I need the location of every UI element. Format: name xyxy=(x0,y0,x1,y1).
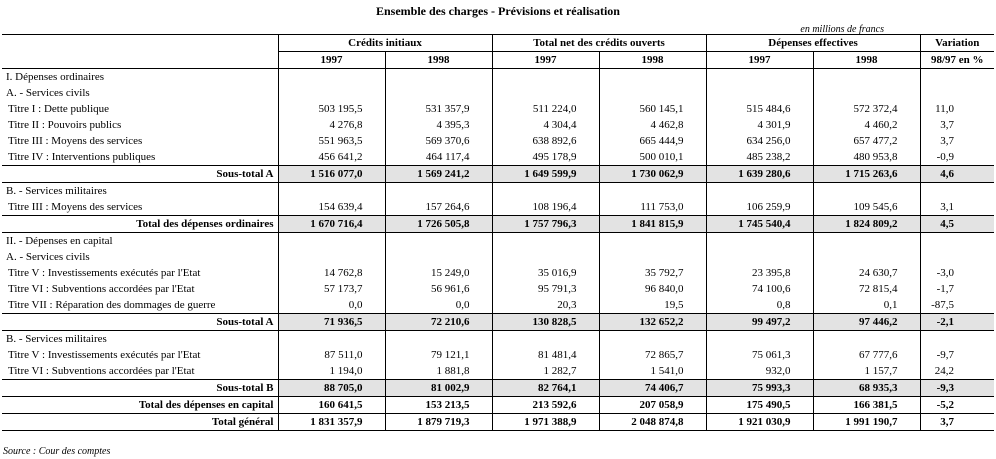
table-title: Ensemble des charges - Prévisions et réalisation xyxy=(376,4,620,18)
value-cell: 2 048 874,8 xyxy=(599,414,706,431)
value-cell: 569 370,6 xyxy=(385,133,492,149)
value-cell: 75 061,3 xyxy=(706,347,813,363)
value-cell: 572 372,4 xyxy=(813,101,920,117)
value-cell: 1 639 280,6 xyxy=(706,166,813,183)
value-cell: 82 764,1 xyxy=(492,380,599,397)
value-cell: 1 841 815,9 xyxy=(599,216,706,233)
row-label: Sous-total B xyxy=(2,380,278,397)
variation-cell: 3,7 xyxy=(940,135,954,147)
variation-cell: 3,1 xyxy=(940,201,954,213)
table-row xyxy=(2,199,994,216)
value-cell: 108 196,4 xyxy=(492,199,599,216)
value-cell: 638 892,6 xyxy=(492,133,599,149)
table-row xyxy=(2,233,994,250)
table-row xyxy=(2,314,994,331)
table-row xyxy=(2,347,994,363)
value-cell xyxy=(278,85,385,101)
value-cell xyxy=(599,249,706,265)
value-cell: 166 381,5 xyxy=(813,397,920,414)
value-cell: 106 259,9 xyxy=(706,199,813,216)
value-cell: 24 630,7 xyxy=(813,265,920,281)
value-cell xyxy=(813,233,920,250)
value-cell: 99 497,2 xyxy=(706,314,813,331)
value-cell: 1 879 719,3 xyxy=(385,414,492,431)
value-cell: 160 641,5 xyxy=(278,397,385,414)
variation-cell: 3,7 xyxy=(940,119,954,131)
value-cell: 14 762,8 xyxy=(278,265,385,281)
table-row xyxy=(2,414,994,431)
row-label: I. Dépenses ordinaires xyxy=(2,69,278,86)
value-cell: 74 406,7 xyxy=(599,380,706,397)
value-cell: 79 121,1 xyxy=(385,347,492,363)
variation-cell: -5,2 xyxy=(920,397,994,414)
header-total-net: Total net des crédits ouverts xyxy=(492,35,706,52)
value-cell: 1 730 062,9 xyxy=(599,166,706,183)
value-cell: 665 444,9 xyxy=(599,133,706,149)
variation-cell: -87,5 xyxy=(931,299,954,311)
value-cell: 4 460,2 xyxy=(813,117,920,133)
value-cell: 560 145,1 xyxy=(599,101,706,117)
row-label: Titre VI : Subventions accordées par l'Etat xyxy=(2,363,278,380)
value-cell: 154 639,4 xyxy=(278,199,385,216)
value-cell: 87 511,0 xyxy=(278,347,385,363)
value-cell: 1 541,0 xyxy=(599,363,706,380)
value-cell: 111 753,0 xyxy=(599,199,706,216)
table-row xyxy=(2,265,994,281)
value-cell: 657 477,2 xyxy=(813,133,920,149)
variation-cell: -0,9 xyxy=(936,151,954,163)
variation-cell: -9,3 xyxy=(920,380,994,397)
value-cell xyxy=(385,69,492,86)
value-cell: 71 936,5 xyxy=(278,314,385,331)
value-cell: 213 592,6 xyxy=(492,397,599,414)
value-cell: 95 791,3 xyxy=(492,281,599,297)
value-cell: 503 195,5 xyxy=(278,101,385,117)
table-row xyxy=(2,149,994,166)
value-cell: 81 481,4 xyxy=(492,347,599,363)
variation-cell xyxy=(920,249,994,265)
table-row xyxy=(2,166,994,183)
variation-cell xyxy=(920,85,994,101)
row-label: Titre II : Pouvoirs publics xyxy=(2,117,278,133)
value-cell: 511 224,0 xyxy=(492,101,599,117)
value-cell xyxy=(385,183,492,200)
value-cell: 23 395,8 xyxy=(706,265,813,281)
row-label: Titre V : Investissements exécutés par l'Etat xyxy=(2,347,278,363)
value-cell: 35 016,9 xyxy=(492,265,599,281)
table-row xyxy=(2,249,994,265)
table-row xyxy=(2,297,994,314)
variation-cell: -1,7 xyxy=(936,283,954,295)
value-cell xyxy=(813,69,920,86)
value-cell xyxy=(813,331,920,348)
variation-cell: 11,0 xyxy=(935,103,954,115)
value-cell xyxy=(599,69,706,86)
charges-table xyxy=(2,34,994,431)
value-cell: 4 462,8 xyxy=(599,117,706,133)
table-row xyxy=(2,117,994,133)
value-cell: 932,0 xyxy=(706,363,813,380)
value-cell: 1 824 809,2 xyxy=(813,216,920,233)
value-cell: 1 745 540,4 xyxy=(706,216,813,233)
value-cell: 485 238,2 xyxy=(706,149,813,166)
table-body xyxy=(2,69,994,431)
value-cell: 551 963,5 xyxy=(278,133,385,149)
value-cell xyxy=(492,249,599,265)
header-label-cell xyxy=(2,35,278,69)
value-cell xyxy=(385,85,492,101)
value-cell: 456 641,2 xyxy=(278,149,385,166)
value-cell: 515 484,6 xyxy=(706,101,813,117)
row-label: B. - Services militaires xyxy=(2,331,278,348)
value-cell xyxy=(599,331,706,348)
value-cell xyxy=(492,183,599,200)
value-cell: 1 831 357,9 xyxy=(278,414,385,431)
value-cell: 68 935,3 xyxy=(813,380,920,397)
value-cell xyxy=(599,233,706,250)
value-cell xyxy=(492,85,599,101)
value-cell: 130 828,5 xyxy=(492,314,599,331)
row-label: Sous-total A xyxy=(2,314,278,331)
value-cell: 35 792,7 xyxy=(599,265,706,281)
value-cell: 88 705,0 xyxy=(278,380,385,397)
table-row xyxy=(2,133,994,149)
value-cell: 0,8 xyxy=(706,297,813,314)
value-cell: 500 010,1 xyxy=(599,149,706,166)
row-label: Total des dépenses en capital xyxy=(2,397,278,414)
header-year: 1998 xyxy=(813,52,920,69)
value-cell xyxy=(492,331,599,348)
header-credits-initiaux: Crédits initiaux xyxy=(278,35,492,52)
row-label: Titre IV : Interventions publiques xyxy=(2,149,278,166)
value-cell: 634 256,0 xyxy=(706,133,813,149)
header-year: 1997 xyxy=(278,52,385,69)
value-cell: 1 569 241,2 xyxy=(385,166,492,183)
header-year: 1998 xyxy=(385,52,492,69)
value-cell: 464 117,4 xyxy=(385,149,492,166)
value-cell: 20,3 xyxy=(492,297,599,314)
table-row xyxy=(2,397,994,414)
table-row xyxy=(2,380,994,397)
value-cell: 75 993,3 xyxy=(706,380,813,397)
value-cell xyxy=(706,85,813,101)
row-label: Titre V : Investissements exécutés par l'Etat xyxy=(2,265,278,281)
value-cell xyxy=(813,249,920,265)
value-cell xyxy=(492,69,599,86)
value-cell: 1 157,7 xyxy=(813,363,920,380)
value-cell: 67 777,6 xyxy=(813,347,920,363)
value-cell xyxy=(278,249,385,265)
header-year: 1998 xyxy=(599,52,706,69)
value-cell xyxy=(278,183,385,200)
value-cell xyxy=(278,233,385,250)
value-cell: 72 865,7 xyxy=(599,347,706,363)
value-cell: 132 652,2 xyxy=(599,314,706,331)
value-cell: 72 210,6 xyxy=(385,314,492,331)
table-row xyxy=(2,331,994,348)
variation-cell: -9,7 xyxy=(936,349,954,361)
value-cell: 109 545,6 xyxy=(813,199,920,216)
source-note: Source : Cour des comptes xyxy=(3,446,111,457)
value-cell: 1 194,0 xyxy=(278,363,385,380)
value-cell xyxy=(706,183,813,200)
value-cell: 57 173,7 xyxy=(278,281,385,297)
value-cell: 96 840,0 xyxy=(599,281,706,297)
table-row xyxy=(2,363,994,380)
value-cell: 207 058,9 xyxy=(599,397,706,414)
value-cell: 1 516 077,0 xyxy=(278,166,385,183)
value-cell: 1 881,8 xyxy=(385,363,492,380)
value-cell: 1 715 263,6 xyxy=(813,166,920,183)
row-label: Titre III : Moyens des services xyxy=(2,133,278,149)
header-variation: Variation xyxy=(920,35,994,52)
table-row xyxy=(2,281,994,297)
variation-cell: 4,6 xyxy=(920,166,994,183)
value-cell: 1 921 030,9 xyxy=(706,414,813,431)
unit-note: en millions de francs xyxy=(800,24,884,35)
value-cell xyxy=(706,249,813,265)
variation-cell: 4,5 xyxy=(920,216,994,233)
row-label: Titre I : Dette publique xyxy=(2,101,278,117)
variation-cell: 24,2 xyxy=(934,365,954,377)
value-cell: 1 757 796,3 xyxy=(492,216,599,233)
header-year: 1997 xyxy=(706,52,813,69)
value-cell: 1 971 388,9 xyxy=(492,414,599,431)
value-cell: 0,0 xyxy=(385,297,492,314)
value-cell: 480 953,8 xyxy=(813,149,920,166)
table-row xyxy=(2,85,994,101)
row-label: Titre VI : Subventions accordées par l'Etat xyxy=(2,281,278,297)
value-cell: 19,5 xyxy=(599,297,706,314)
variation-cell xyxy=(920,183,994,200)
value-cell: 531 357,9 xyxy=(385,101,492,117)
value-cell xyxy=(385,249,492,265)
value-cell: 74 100,6 xyxy=(706,281,813,297)
value-cell: 81 002,9 xyxy=(385,380,492,397)
value-cell: 0,1 xyxy=(813,297,920,314)
value-cell xyxy=(278,69,385,86)
value-cell xyxy=(706,69,813,86)
header-year: 1997 xyxy=(492,52,599,69)
row-label: A. - Services civils xyxy=(2,85,278,101)
variation-cell xyxy=(920,69,994,86)
row-label: A. - Services civils xyxy=(2,249,278,265)
value-cell xyxy=(599,85,706,101)
value-cell: 157 264,6 xyxy=(385,199,492,216)
value-cell: 1 670 716,4 xyxy=(278,216,385,233)
value-cell: 175 490,5 xyxy=(706,397,813,414)
value-cell: 56 961,6 xyxy=(385,281,492,297)
row-label: II. - Dépenses en capital xyxy=(2,233,278,250)
table-row xyxy=(2,216,994,233)
value-cell: 153 213,5 xyxy=(385,397,492,414)
table-row xyxy=(2,101,994,117)
table-row xyxy=(2,183,994,200)
variation-cell: -2,1 xyxy=(920,314,994,331)
header-depenses: Dépenses effectives xyxy=(706,35,920,52)
value-cell xyxy=(706,233,813,250)
header-variation-unit: 98/97 en % xyxy=(920,52,994,69)
value-cell xyxy=(492,233,599,250)
value-cell: 4 276,8 xyxy=(278,117,385,133)
value-cell xyxy=(813,183,920,200)
value-cell: 1 991 190,7 xyxy=(813,414,920,431)
value-cell xyxy=(706,331,813,348)
value-cell: 1 726 505,8 xyxy=(385,216,492,233)
value-cell: 97 446,2 xyxy=(813,314,920,331)
value-cell xyxy=(385,233,492,250)
row-label: Sous-total A xyxy=(2,166,278,183)
value-cell: 1 282,7 xyxy=(492,363,599,380)
variation-cell: -3,0 xyxy=(936,267,954,279)
value-cell: 4 301,9 xyxy=(706,117,813,133)
value-cell xyxy=(599,183,706,200)
value-cell: 1 649 599,9 xyxy=(492,166,599,183)
row-label: Total général xyxy=(2,414,278,431)
value-cell xyxy=(813,85,920,101)
value-cell: 72 815,4 xyxy=(813,281,920,297)
value-cell xyxy=(278,331,385,348)
row-label: Titre III : Moyens des services xyxy=(2,199,278,216)
value-cell: 0,0 xyxy=(278,297,385,314)
table-row xyxy=(2,69,994,86)
row-label: Titre VII : Réparation des dommages de guerre xyxy=(2,297,278,314)
variation-cell xyxy=(920,233,994,250)
value-cell: 495 178,9 xyxy=(492,149,599,166)
variation-cell: 3,7 xyxy=(920,414,994,431)
value-cell xyxy=(385,331,492,348)
variation-cell xyxy=(920,331,994,348)
value-cell: 4 304,4 xyxy=(492,117,599,133)
row-label: Total des dépenses ordinaires xyxy=(2,216,278,233)
value-cell: 4 395,3 xyxy=(385,117,492,133)
row-label: B. - Services militaires xyxy=(2,183,278,200)
value-cell: 15 249,0 xyxy=(385,265,492,281)
